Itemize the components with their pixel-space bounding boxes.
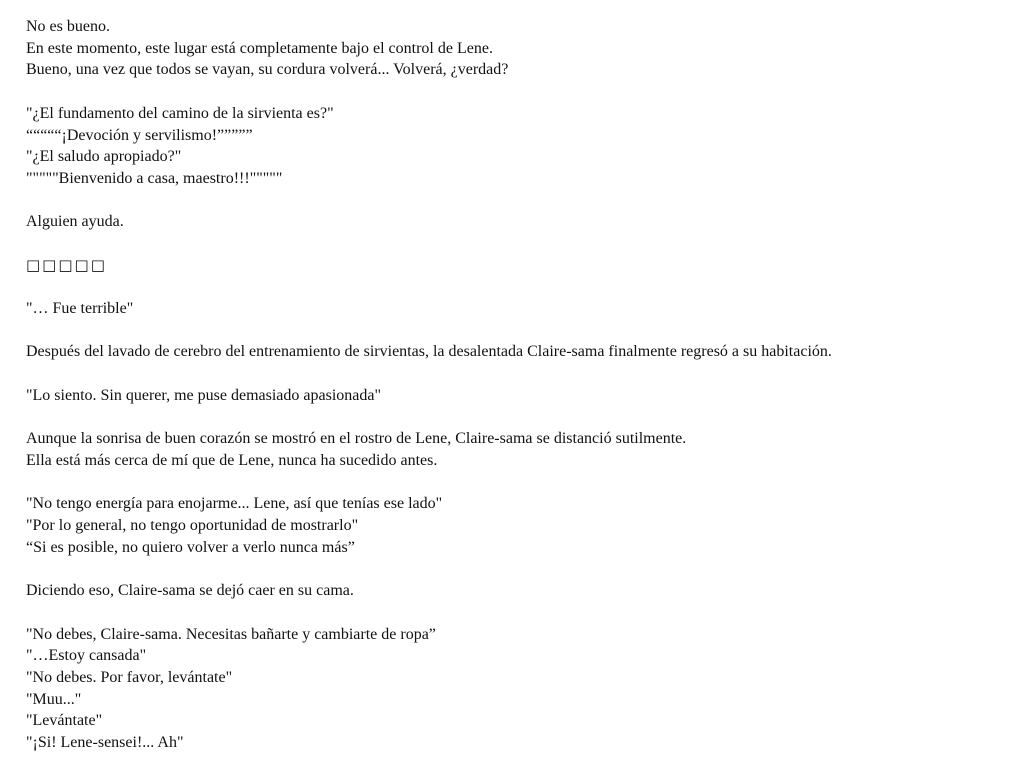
text-line: Después del lavado de cerebro del entrenamiento de sirvientas, la desalentada Claire-sama finalmente regresó a su habitación. [26,343,832,361]
text-line: "Por lo general, no tengo oportunidad de mostrarlo" [26,517,359,535]
text-line: "¡Si! Lene-sensei!... Ah" [26,734,184,752]
text-line: Alguien ayuda. [26,213,124,231]
text-line: "¿El fundamento del camino de la sirvienta es?" [26,104,334,122]
paragraph [26,298,998,320]
text-line: "… Fue terrible" [26,300,134,318]
paragraph [26,385,998,407]
paragraph [26,211,998,233]
paragraph [26,493,998,558]
text-line: "No debes, Claire-sama. Necesitas bañarte y cambiarte de ropa” [26,625,436,643]
text-line: "Muu..." [26,690,82,708]
text-line: En este momento, este lugar está completamente bajo el control de Lene. [26,39,493,57]
paragraph [26,103,998,190]
text-line: "No tengo energía para enojarme... Lene, así que tenías ese lado" [26,495,443,513]
text-line: Ella está más cerca de mí que de Lene, nunca ha sucedido antes. [26,451,438,469]
text-line: "Levántate" [26,712,103,730]
scene-break [26,255,998,277]
text-line: No es bueno. [26,18,110,35]
paragraph [26,580,998,602]
text-line: """""Bienvenido a casa, maestro!!!""""" [26,169,283,187]
missing-glyph-separator: □□□□□ [26,255,107,274]
text-line: Bueno, una vez que todos se vayan, su cordura volverá... Volverá, ¿verdad? [26,61,509,79]
paragraph [26,341,998,363]
text-line: "…Estoy cansada" [26,647,147,665]
text-line: Diciendo eso, Claire-sama se dejó caer en su cama. [26,582,354,600]
text-line: “Si es posible, no quiero volver a verlo nunca más” [26,538,355,556]
text-line: "Lo siento. Sin querer, me puse demasiado apasionada" [26,386,381,404]
text-line: "¿El saludo apropiado?" [26,148,182,166]
paragraph [26,428,998,471]
text-line: "No debes. Por favor, levántate" [26,668,233,686]
paragraph [26,16,998,81]
text-line: Aunque la sonrisa de buen corazón se mostró en el rostro de Lene, Claire-sama se distanció sutilmente. [26,430,687,448]
paragraph [26,624,998,754]
text-line: “““““¡Devoción y servilismo!””””” [26,126,253,144]
